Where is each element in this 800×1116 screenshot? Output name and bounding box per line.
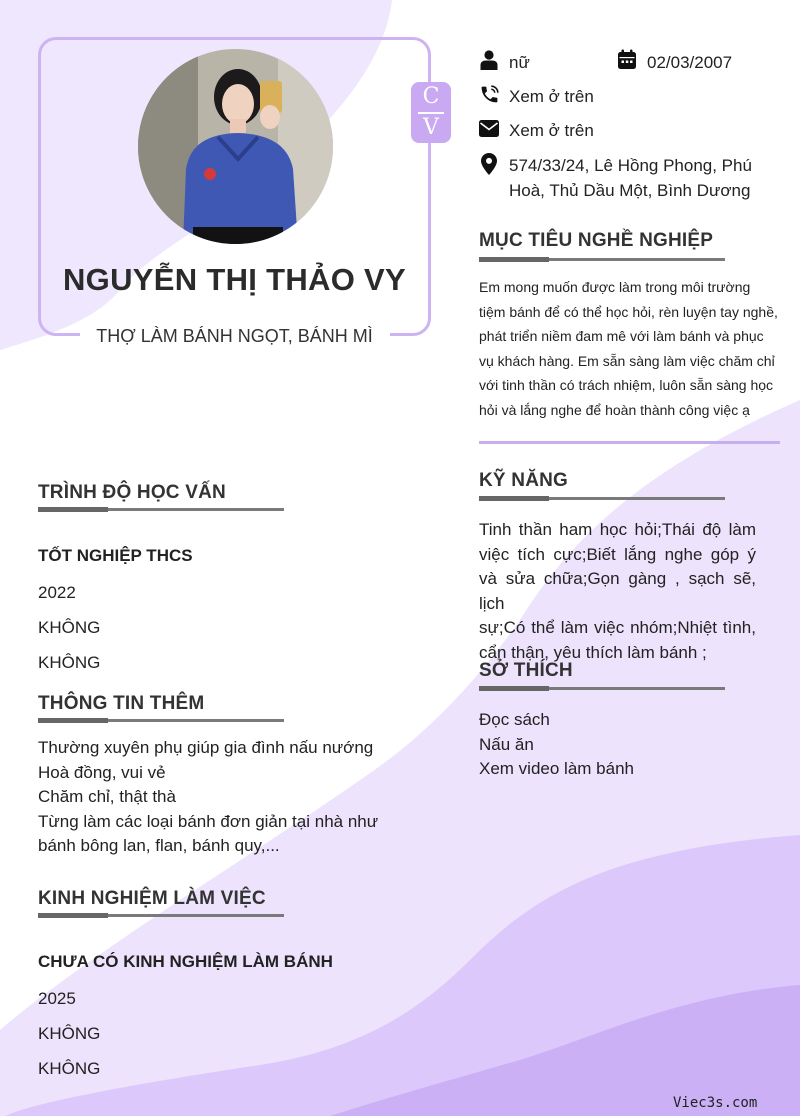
phone-value: Xem ở trên bbox=[509, 87, 594, 106]
skills-line: việc tích cực;Biết lắng nghe góp ý bbox=[479, 544, 756, 564]
cv-badge bbox=[411, 82, 451, 143]
skills-line: sự;Có thể làm việc nhóm;Nhiệt tình, bbox=[479, 618, 756, 637]
additional-line: bánh bông lan, flan, bánh quy,... bbox=[38, 836, 280, 855]
hobby-item: Nấu ăn bbox=[479, 734, 534, 754]
additional-line: Chăm chỉ, thật thà bbox=[38, 787, 176, 806]
objective-heading: MỤC TIÊU NGHỀ NGHIỆP bbox=[479, 230, 714, 251]
hobbies-list bbox=[479, 708, 634, 782]
additional-list bbox=[38, 736, 378, 859]
education-line-3: KHÔNG bbox=[38, 653, 101, 672]
footer-site: Viec3s.com bbox=[673, 1095, 758, 1111]
email-value: Xem ở trên bbox=[509, 121, 594, 140]
skills-line: Tinh thần ham học hỏi;Thái độ làm bbox=[479, 520, 756, 539]
birthdate-value: 02/03/2007 bbox=[647, 53, 733, 72]
education-year: 2022 bbox=[38, 583, 76, 602]
hobbies-underline bbox=[479, 687, 725, 690]
location-pin-icon bbox=[481, 153, 497, 175]
objective-line: Em mong muốn được làm trong môi trường bbox=[479, 279, 751, 295]
objective-underline bbox=[479, 258, 725, 261]
objective-line: với tinh thần có trách nhiệm, luôn sẵn sàng học bbox=[479, 377, 774, 393]
hobbies-heading: SỞ THÍCH bbox=[479, 660, 573, 681]
objective-text bbox=[479, 275, 778, 422]
gender-value: nữ bbox=[509, 53, 530, 72]
skills-line: cẩn thận, yêu thích làm bánh ; bbox=[479, 642, 707, 662]
phone-icon bbox=[479, 84, 500, 105]
education-line-2: KHÔNG bbox=[38, 618, 101, 637]
mail-icon bbox=[479, 120, 499, 137]
cv-badge-divider bbox=[418, 112, 444, 114]
experience-heading: KINH NGHIỆM LÀM VIỆC bbox=[38, 888, 266, 909]
skills-line: và sửa chữa;Gọn gàng , sạch sẽ, lịch bbox=[479, 569, 756, 613]
cv-badge-v: V bbox=[423, 115, 439, 140]
hobby-item: Xem video làm bánh bbox=[479, 759, 634, 778]
experience-underline bbox=[38, 914, 284, 917]
education-heading: TRÌNH ĐỘ HỌC VẤN bbox=[38, 482, 226, 503]
experience-year: 2025 bbox=[38, 989, 76, 1008]
objective-line: vụ khách hàng. Em sẵn sàng làm việc chăm chỉ bbox=[479, 352, 775, 369]
objective-line: hỏi và lắng nghe để hoàn thành công việc ạ bbox=[479, 401, 750, 418]
additional-heading: THÔNG TIN THÊM bbox=[38, 693, 205, 714]
profile-photo bbox=[138, 49, 333, 244]
additional-line: Hoà đồng, vui vẻ bbox=[38, 762, 166, 782]
additional-line: Từng làm các loại bánh đơn giản tại nhà như bbox=[38, 811, 379, 831]
additional-line: Thường xuyên phụ giúp gia đình nấu nướng bbox=[38, 738, 374, 757]
job-title: THỢ LÀM BÁNH NGỌT, BÁNH MÌ bbox=[96, 326, 373, 346]
objective-line: tiệm bánh để có thể học hỏi, rèn luyện tay nghề, bbox=[479, 303, 778, 320]
skills-text bbox=[479, 518, 756, 665]
user-icon bbox=[480, 50, 498, 70]
address-line-1: 574/33/24, Lê Hồng Phong, Phú bbox=[509, 156, 752, 175]
skills-heading: KỸ NĂNG bbox=[479, 470, 569, 491]
objective-divider bbox=[479, 441, 780, 444]
skills-underline bbox=[479, 497, 725, 500]
experience-line-2: KHÔNG bbox=[38, 1024, 101, 1043]
experience-title: CHƯA CÓ KINH NGHIỆM LÀM BÁNH bbox=[38, 952, 333, 971]
experience-line-3: KHÔNG bbox=[38, 1059, 101, 1078]
address-line-2: Hoà, Thủ Dầu Một, Bình Dương bbox=[509, 181, 751, 200]
full-name: NGUYỄN THỊ THẢO VY bbox=[63, 262, 406, 297]
additional-underline bbox=[38, 719, 284, 722]
objective-line: phát triển niềm đam mê với làm bánh và phục bbox=[479, 328, 764, 344]
calendar-icon bbox=[617, 49, 637, 70]
hobby-item: Đọc sách bbox=[479, 710, 550, 729]
education-title: TỐT NGHIỆP THCS bbox=[38, 546, 193, 565]
education-underline bbox=[38, 508, 284, 511]
cv-badge-c: C bbox=[422, 84, 440, 109]
